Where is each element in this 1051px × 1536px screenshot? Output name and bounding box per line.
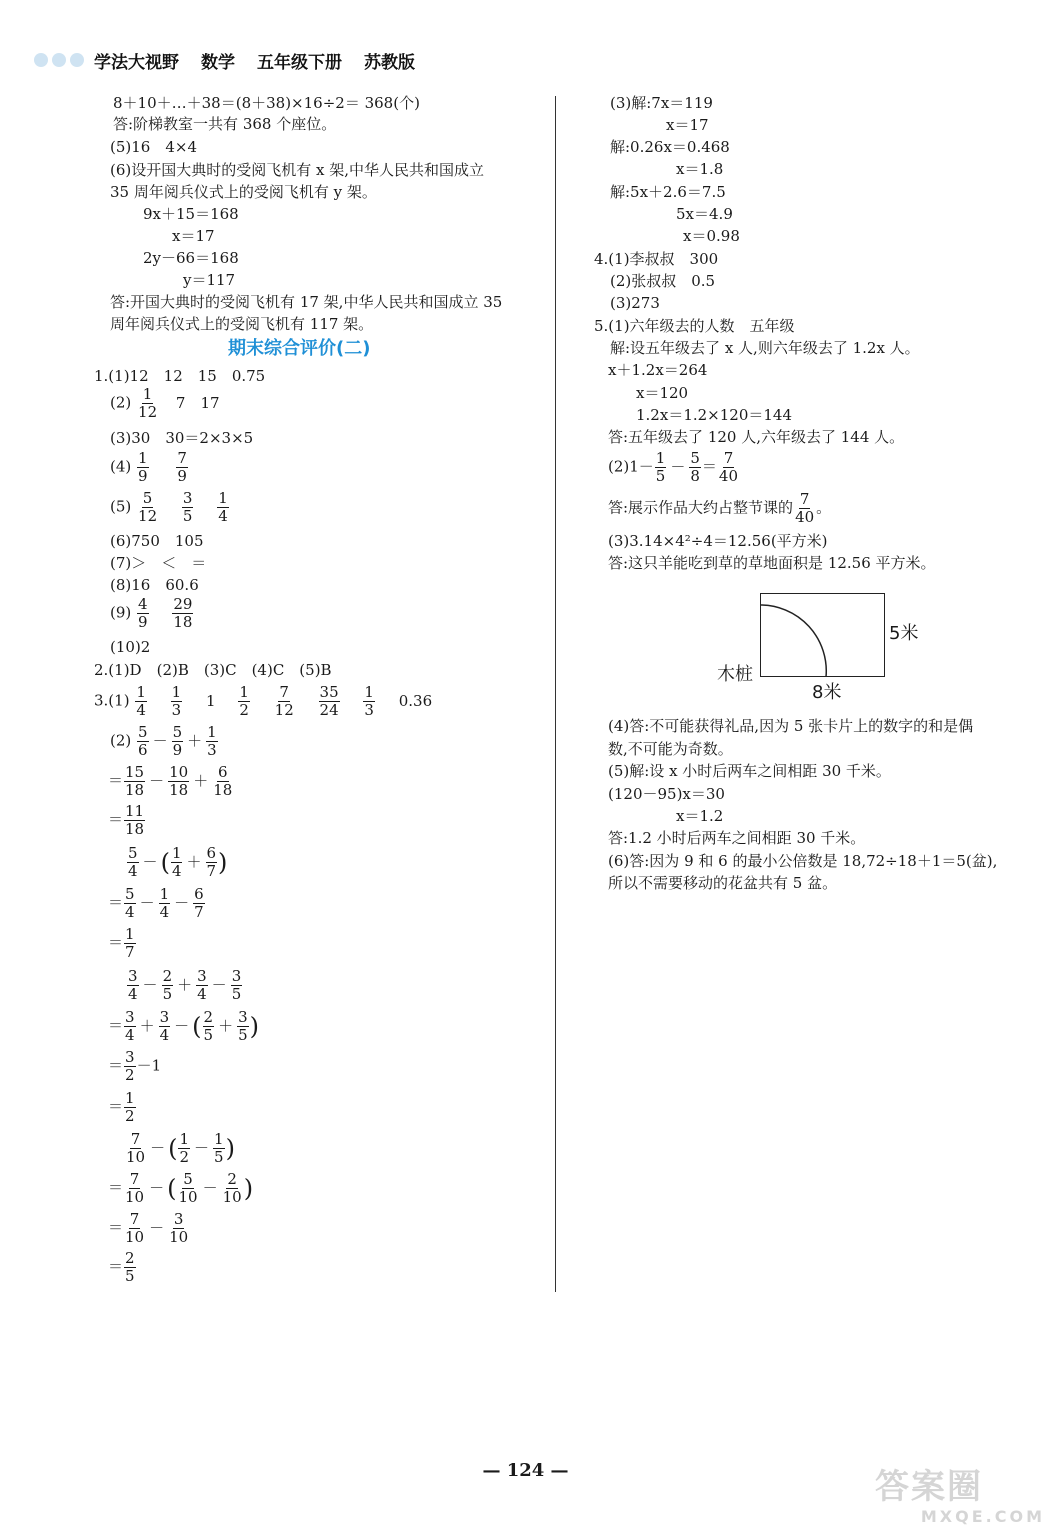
fraction (172, 724, 184, 759)
text-line: 5.(1)六年级去的人数 五年级 (594, 317, 795, 335)
text-line: y＝117 (183, 271, 236, 289)
paren: ( (168, 1134, 178, 1163)
numerator: 7 (177, 449, 187, 467)
text-line: x＝1.8 (676, 160, 724, 178)
column-divider (555, 96, 556, 1292)
numerator: 15 (125, 763, 145, 781)
text-line: 答:阶梯教室一共有 368 个座位。 (113, 115, 337, 133)
denominator: 3 (364, 701, 374, 719)
page-header (34, 48, 437, 72)
paren: ( (167, 1174, 177, 1203)
math-line (108, 1211, 190, 1246)
numerator: 1 (239, 683, 249, 701)
math-line (108, 1090, 137, 1125)
denominator: 5 (182, 507, 193, 525)
denominator: 9 (138, 613, 148, 631)
fraction (206, 724, 218, 759)
fraction (162, 968, 174, 1003)
fraction (159, 1009, 171, 1044)
numerator: 1 (136, 683, 146, 701)
denominator: 7 (206, 862, 217, 880)
fraction (124, 1171, 145, 1206)
denominator: 12 (138, 507, 158, 525)
denominator: 5 (203, 1026, 214, 1044)
operator: ＝ (108, 1218, 124, 1237)
text: 。 (816, 498, 832, 517)
operator: － (150, 1138, 166, 1157)
math-line (124, 1131, 235, 1166)
numerator: 11 (125, 802, 145, 820)
math-line (108, 926, 137, 961)
fraction (137, 596, 149, 631)
text-line: (7)＞ ＜ ＝ (110, 554, 207, 572)
text-line: (6)设开国大典时的受阅飞机有 x 架,中华人民共和国成立 (110, 161, 485, 179)
fraction (319, 684, 340, 719)
paren: ) (243, 1174, 254, 1203)
fraction (794, 491, 815, 526)
watermark-logo (875, 1467, 1045, 1533)
denominator: 4 (125, 1026, 135, 1044)
numerator: 6 (194, 885, 204, 903)
denominator: 24 (319, 701, 339, 719)
text-line: 35 周年阅兵仪式上的受阅飞机有 y 架。 (110, 183, 377, 201)
denominator: 4 (159, 903, 170, 921)
math-line (608, 491, 831, 526)
math-line (608, 450, 740, 485)
label: (2) (110, 731, 132, 750)
text-line: 1.(1)12 12 15 0.75 (94, 367, 266, 385)
fraction (137, 450, 149, 485)
numerator: 6 (206, 844, 217, 862)
text-line: (4)答:不可能获得礼品,因为 5 张卡片上的数字的和是偶 (608, 717, 974, 735)
page-number: — 124 — (482, 1460, 569, 1481)
fraction (124, 926, 136, 961)
header-dot (34, 53, 48, 67)
fraction (193, 886, 205, 921)
operator: ＝ (108, 933, 124, 952)
denominator: 18 (213, 781, 233, 799)
fraction (176, 450, 188, 485)
fraction (182, 490, 194, 525)
math-line (126, 845, 227, 880)
paren: ( (160, 848, 170, 877)
text-line: 2y－66＝168 (143, 249, 239, 267)
fraction (124, 764, 145, 799)
fraction (206, 845, 218, 880)
denominator: 2 (179, 1148, 190, 1166)
fraction (124, 1090, 136, 1125)
numerator: 5 (690, 449, 700, 467)
header-decoration (34, 53, 84, 67)
fraction (168, 1211, 189, 1246)
operator: ＝ (108, 1178, 124, 1197)
answer-line (110, 386, 220, 421)
math-line (108, 1250, 137, 1285)
denominator: 9 (138, 467, 148, 485)
numerator: 35 (319, 683, 339, 701)
text-line: (5)解:设 x 小时后两车之间相距 30 千米。 (608, 762, 891, 780)
watermark-text: 答案圈 (875, 1467, 983, 1507)
numerator: 29 (173, 595, 193, 613)
denominator: 9 (177, 467, 187, 485)
diagram-label-length: 8米 (812, 682, 842, 703)
text-line: 数,不可能为奇数。 (608, 740, 733, 758)
numerator: 3 (159, 1008, 170, 1026)
text-line: 8＋10＋…＋38＝(8＋38)×16÷2＝ 368(个) (113, 94, 420, 112)
fraction (222, 1171, 243, 1206)
fraction (689, 450, 701, 485)
text-line: 答:这只羊能吃到草的草地面积是 12.56 平方米。 (608, 554, 936, 572)
denominator: 4 (128, 862, 138, 880)
denominator: 3 (171, 701, 182, 719)
numerator: 1 (364, 683, 374, 701)
math-line (108, 1171, 253, 1206)
answer-line (110, 490, 230, 525)
text-line: (3)3.14×4²÷4＝12.56(平方米) (608, 532, 828, 550)
operator: ＝ (108, 1016, 124, 1035)
fraction (203, 1009, 215, 1044)
paren: ( (192, 1012, 202, 1041)
numerator: 1 (125, 925, 135, 943)
operator: ＋ (186, 852, 202, 871)
numerator: 3 (128, 967, 138, 985)
numerator: 7 (723, 449, 734, 467)
header-dot (70, 53, 84, 67)
fraction (137, 724, 149, 759)
fraction (231, 968, 243, 1003)
text-line: 所以不需要移动的花盆共有 5 盆。 (608, 874, 838, 892)
math-line (108, 803, 146, 838)
numerator: 3 (238, 1008, 248, 1026)
operator: － (670, 457, 686, 476)
denominator: 4 (197, 985, 207, 1003)
denominator: 4 (136, 701, 146, 719)
fraction (137, 490, 158, 525)
edition: 苏教版 (364, 52, 415, 73)
denominator: 40 (795, 508, 815, 526)
diagram-label-stake: 木桩 (717, 664, 753, 685)
numerator: 10 (169, 763, 189, 781)
fraction (124, 1250, 136, 1285)
numerator: 7 (130, 1130, 141, 1148)
answer-line (110, 450, 189, 485)
fraction (124, 1211, 145, 1246)
text-line: (6)答:因为 9 和 6 的最小公倍数是 18,72÷18＋1＝5(盆), (608, 852, 998, 870)
fraction (363, 684, 375, 719)
denominator: 8 (690, 467, 700, 485)
fraction (178, 1131, 190, 1166)
fraction (125, 1131, 146, 1166)
section-title: 期末综合评价(二) (228, 338, 371, 359)
fraction (127, 968, 139, 1003)
text-line: 1.2x＝1.2×120＝144 (636, 406, 792, 424)
denominator: 5 (162, 985, 173, 1003)
numerator: 2 (162, 967, 173, 985)
operator: － (149, 1178, 165, 1197)
text-line: x＝1.2 (676, 807, 724, 825)
label: (9) (110, 603, 132, 622)
fraction (159, 886, 171, 921)
quarter-circle-arc (760, 593, 885, 677)
numerator: 1 (214, 1130, 224, 1148)
operator: － (139, 893, 155, 912)
operator: － (174, 893, 190, 912)
numerator: 1 (218, 489, 228, 507)
denominator: 6 (138, 741, 148, 759)
text-line: x＋1.2x＝264 (608, 361, 708, 379)
fraction (171, 845, 183, 880)
math-line (108, 764, 234, 799)
watermark-url: MXQE.COM (920, 1507, 1045, 1526)
numerator: 1 (142, 385, 153, 403)
operator: ＋ (177, 975, 193, 994)
text: －1 (136, 1056, 162, 1075)
operator: ＋ (193, 771, 209, 790)
text-line: 周年阅兵仪式上的受阅飞机有 117 架。 (110, 315, 374, 333)
denominator: 4 (218, 507, 228, 525)
operator: ＝ (108, 771, 124, 790)
text: 0.36 (398, 691, 433, 710)
fraction (718, 450, 739, 485)
numerator: 3 (231, 967, 242, 985)
text-line: x＝0.98 (683, 227, 740, 245)
fraction (135, 684, 147, 719)
diagram-label-width: 5米 (889, 623, 919, 644)
numerator: 3 (125, 1008, 135, 1026)
fraction (137, 386, 158, 421)
operator: － (149, 771, 165, 790)
text-line: 答:1.2 小时后两车之间相距 30 千米。 (608, 829, 866, 847)
denominator: 4 (171, 862, 182, 880)
denominator: 18 (169, 781, 189, 799)
operator: ＋ (187, 731, 203, 750)
field-diagram (760, 593, 885, 677)
operator: － (174, 1016, 190, 1035)
text-line: (6)750 105 (110, 532, 204, 550)
numerator: 2 (203, 1008, 214, 1026)
numerator: 1 (125, 1089, 135, 1107)
fraction (124, 1049, 136, 1084)
fraction (655, 450, 667, 485)
text-line: (3)30 30＝2×3×5 (110, 429, 254, 447)
numerator: 5 (138, 723, 148, 741)
text-line: 9x＋15＝168 (143, 205, 239, 223)
numerator: 1 (171, 844, 182, 862)
denominator: 10 (222, 1188, 242, 1206)
label: (4) (110, 457, 132, 476)
numerator: 4 (138, 595, 148, 613)
text: (2)1－ (608, 457, 654, 476)
text-line: x＝17 (172, 227, 215, 245)
fraction (124, 1009, 136, 1044)
numerator: 1 (207, 723, 217, 741)
header-dot (52, 53, 66, 67)
fraction (172, 596, 193, 631)
numerator: 2 (227, 1170, 237, 1188)
text-line: 5x＝4.9 (676, 205, 733, 223)
denominator: 2 (239, 701, 249, 719)
text-line: (2)张叔叔 0.5 (610, 272, 716, 290)
text-line: (120－95)x＝30 (608, 785, 725, 803)
fraction (124, 886, 136, 921)
operator: － (202, 1178, 218, 1197)
text-line: 4.(1)李叔叔 300 (594, 250, 719, 268)
denominator: 7 (194, 903, 204, 921)
denominator: 10 (126, 1148, 146, 1166)
denominator: 18 (173, 613, 193, 631)
operator: － (149, 1218, 165, 1237)
operator: ＝ (701, 457, 717, 476)
numerator: 3 (125, 1048, 135, 1066)
numerator: 1 (159, 885, 170, 903)
denominator: 4 (125, 903, 135, 921)
operator: ＋ (139, 1016, 155, 1035)
math-line (108, 886, 206, 921)
math-line (108, 1009, 259, 1044)
denominator: 5 (231, 985, 242, 1003)
numerator: 2 (125, 1249, 135, 1267)
operator: － (194, 1138, 210, 1157)
numerator: 1 (655, 449, 666, 467)
denominator: 10 (125, 1188, 145, 1206)
denominator: 2 (125, 1107, 135, 1125)
denominator: 4 (128, 985, 138, 1003)
numerator: 1 (171, 683, 182, 701)
text-line: (10)2 (110, 638, 151, 656)
numerator: 7 (129, 1170, 140, 1188)
text: 7 17 (175, 393, 220, 412)
denominator: 9 (172, 741, 183, 759)
numerator: 1 (138, 449, 148, 467)
paren: ) (249, 1012, 259, 1041)
text-line: x＝120 (636, 384, 689, 402)
denominator: 12 (138, 403, 158, 421)
text: 答:展示作品大约占整节课的 (608, 498, 794, 517)
book-title: 学法大视野 (94, 52, 179, 73)
numerator: 3 (173, 1210, 184, 1228)
fraction (238, 684, 250, 719)
label: (2) (110, 393, 132, 412)
subject: 数学 (201, 52, 235, 73)
numerator: 1 (179, 1130, 190, 1148)
fraction (168, 764, 189, 799)
text-line: (5)16 4×4 (110, 138, 197, 156)
fraction (213, 1131, 225, 1166)
operator: ＝ (108, 1097, 124, 1116)
label: (5) (110, 497, 132, 516)
fraction (212, 764, 233, 799)
numerator: 3 (182, 489, 193, 507)
numerator: 7 (279, 683, 289, 701)
text-line: (3)273 (610, 294, 660, 312)
denominator: 18 (125, 820, 145, 838)
fraction (196, 968, 208, 1003)
label: 3.(1) (94, 691, 130, 710)
numerator: 5 (142, 489, 153, 507)
denominator: 5 (655, 467, 666, 485)
denominator: 2 (125, 1066, 135, 1084)
numerator: 5 (172, 723, 183, 741)
text-line: (3)解:7x＝119 (610, 94, 713, 112)
paren: ) (225, 1134, 235, 1163)
text-line: 解:设五年级去了 x 人,则六年级去了 1.2x 人。 (610, 339, 920, 357)
operator: ＋ (218, 1016, 234, 1035)
paren: ) (218, 848, 228, 877)
math-line (110, 724, 219, 759)
denominator: 10 (125, 1228, 145, 1246)
denominator: 3 (207, 741, 217, 759)
fraction (178, 1171, 199, 1206)
denominator: 40 (718, 467, 739, 485)
grade: 五年级下册 (257, 52, 342, 73)
fraction (127, 845, 139, 880)
denominator: 10 (178, 1188, 198, 1206)
denominator: 5 (125, 1267, 135, 1285)
numerator: 7 (799, 490, 810, 508)
numerator: 3 (197, 967, 207, 985)
fraction (171, 684, 183, 719)
answer-line (110, 596, 194, 631)
operator: ＝ (108, 893, 124, 912)
denominator: 5 (214, 1148, 224, 1166)
denominator: 10 (169, 1228, 189, 1246)
fraction (124, 803, 145, 838)
text: 1 (206, 691, 216, 710)
denominator: 4 (159, 1026, 170, 1044)
denominator: 7 (125, 943, 135, 961)
text-line: 2.(1)D (2)B (3)C (4)C (5)B (94, 661, 332, 679)
math-line (108, 1049, 161, 1084)
operator: ＝ (108, 810, 124, 829)
operator: － (142, 852, 158, 871)
denominator: 5 (238, 1026, 248, 1044)
text-line: 答:开国大典时的受阅飞机有 17 架,中华人民共和国成立 35 (110, 293, 503, 311)
operator: ＝ (108, 1056, 124, 1075)
operator: － (211, 975, 227, 994)
text-line: 解:5x＋2.6＝7.5 (610, 183, 726, 201)
numerator: 7 (129, 1210, 140, 1228)
numerator: 5 (128, 844, 138, 862)
numerator: 5 (125, 885, 135, 903)
text-line: (8)16 60.6 (110, 576, 199, 594)
numerator: 5 (183, 1170, 193, 1188)
fraction (217, 490, 229, 525)
fraction (237, 1009, 249, 1044)
answer-line (94, 684, 432, 719)
denominator: 18 (125, 781, 145, 799)
operator: － (142, 975, 158, 994)
text-line: x＝17 (666, 116, 709, 134)
numerator: 6 (218, 763, 228, 781)
math-line (126, 968, 243, 1003)
fraction (274, 684, 295, 719)
text-line: 答:五年级去了 120 人,六年级去了 144 人。 (608, 428, 905, 446)
operator: ＝ (108, 1257, 124, 1276)
operator: － (152, 731, 168, 750)
text-line: 解:0.26x＝0.468 (610, 138, 730, 156)
denominator: 12 (274, 701, 294, 719)
